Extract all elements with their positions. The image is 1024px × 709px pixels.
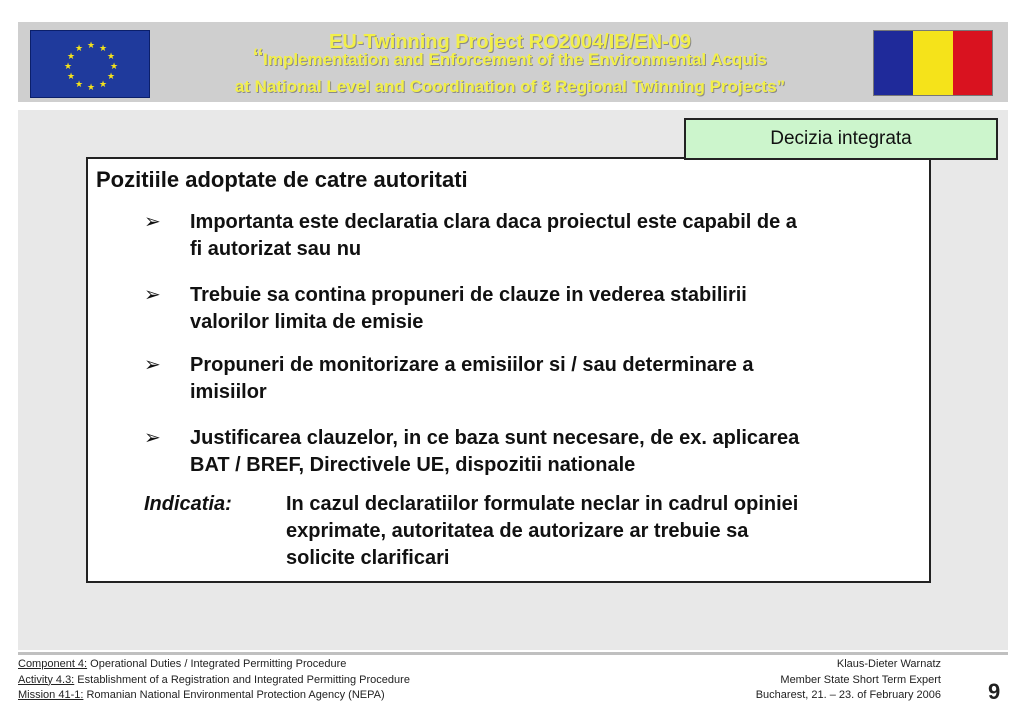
- arrow-bullet-icon: ➢: [144, 211, 161, 233]
- svg-text:★: ★: [98, 44, 108, 54]
- slide-title: Pozitiile adoptate de catre autoritati: [96, 167, 468, 192]
- eu-stars: [31, 31, 151, 99]
- footer-key: Mission 41-1:: [18, 689, 84, 701]
- footer-value: Operational Duties / Integrated Permitting Procedure: [87, 658, 347, 670]
- footer-value: Establishment of a Registration and Integrated Permitting Procedure: [74, 673, 410, 686]
- svg-text:★: ★: [74, 44, 84, 54]
- bullet-line: Justificarea clauzelor, in ce baza sunt necesare, de ex. aplicarea: [190, 427, 800, 449]
- bullet-line: Trebuie sa contina propuneri de clauze in vederea stabilirii: [190, 284, 747, 306]
- indicatia-note: [144, 491, 924, 572]
- arrow-bullet-icon: ➢: [144, 427, 161, 449]
- svg-text:★: ★: [106, 52, 116, 62]
- flag-stripe-yellow: [913, 31, 952, 95]
- svg-text:★: ★: [86, 83, 96, 93]
- svg-text:★: ★: [86, 41, 96, 51]
- bullet-line: fi autorizat sau nu: [190, 238, 362, 260]
- footer-activity: [18, 673, 410, 689]
- indicatia-label: Indicatia:: [144, 493, 232, 515]
- arrow-bullet-icon: ➢: [144, 284, 161, 306]
- bullet-line: valorilor limita de emisie: [190, 311, 424, 333]
- svg-text:★: ★: [98, 80, 108, 90]
- arrow-bullet-icon: ➢: [144, 354, 161, 376]
- bullet-item: [144, 352, 924, 406]
- footer-role: Member State Short Term Expert: [780, 673, 941, 686]
- footer-key: Activity 4.3:: [18, 673, 75, 686]
- project-subtitle-line1: [160, 43, 860, 76]
- bullet-line: Importanta este declaratia clara daca proiectul este capabil de a: [190, 211, 797, 233]
- decizia-tag: Decizia integrata: [684, 118, 998, 160]
- indicatia-line: exprimate, autoritatea de autorizare ar trebuie sa: [286, 520, 749, 542]
- footer-key: Component 4:: [18, 658, 88, 670]
- footer-component: [18, 657, 410, 673]
- svg-text:★: ★: [66, 72, 76, 82]
- footer-project-info: [18, 657, 410, 704]
- svg-text:★: ★: [63, 62, 73, 72]
- footer-author-info: [756, 657, 941, 704]
- footer-divider: [18, 652, 1008, 655]
- bullet-line: imisiilor: [190, 381, 267, 403]
- indicatia-line: In cazul declaratiilor formulate neclar in cadrul opiniei: [286, 493, 799, 515]
- footer-author: Klaus-Dieter Warnatz: [836, 658, 941, 670]
- footer-date: Bucharest, 21. – 23. of February 2006: [755, 689, 941, 701]
- subtitle-text-1: Implementation and Enforcement of the Environmental Acquis: [263, 50, 767, 69]
- svg-text:★: ★: [74, 80, 84, 90]
- bullet-item: [144, 282, 924, 336]
- footer-value: Romanian National Environmental Protection Agency (NEPA): [83, 689, 385, 701]
- footer-mission: [18, 688, 410, 704]
- indicatia-line: solicite clarificari: [286, 547, 450, 569]
- bullet-line: Propuneri de monitorizare a emisiilor si / sau determinare a: [190, 354, 754, 376]
- svg-text:★: ★: [106, 72, 116, 82]
- svg-text:★: ★: [66, 52, 76, 62]
- flag-stripe-blue: [874, 31, 913, 95]
- romania-flag-icon: [873, 30, 993, 96]
- svg-text:★: ★: [109, 62, 119, 72]
- page-number: 9: [988, 679, 1001, 704]
- bullet-item: [144, 209, 924, 263]
- project-subtitle-line2: at National Level and Coordination of 8 Regional Twinning Projects”: [234, 77, 786, 96]
- bullet-line: BAT / BREF, Directivele UE, dispozitii nationale: [190, 454, 636, 476]
- flag-stripe-red: [953, 31, 992, 95]
- eu-flag-icon: [30, 30, 150, 98]
- project-title: EU-Twinning Project RO2004/IB/EN-09: [329, 31, 691, 53]
- open-quote: “: [253, 43, 264, 76]
- bullet-item: [144, 425, 924, 479]
